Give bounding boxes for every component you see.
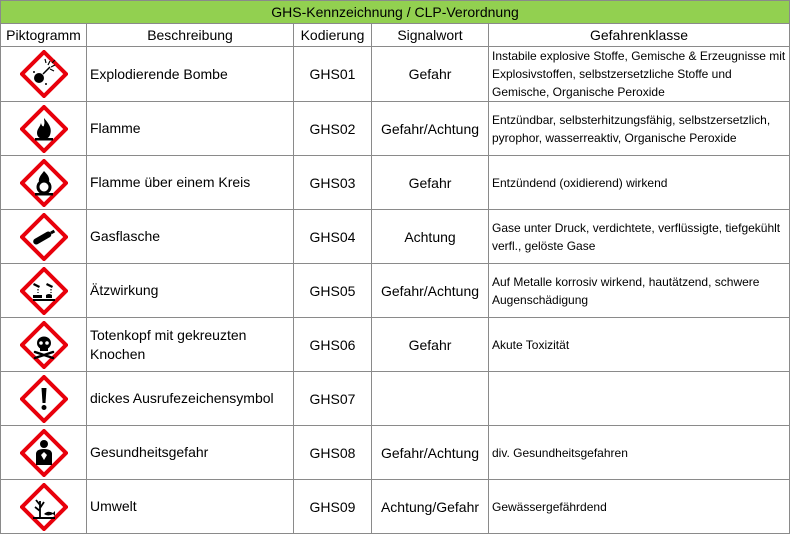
code-cell: GHS05: [294, 264, 372, 318]
signal-word-cell: Gefahr/Achtung: [372, 426, 489, 480]
signal-word-cell: [372, 372, 489, 426]
exclamation-mark-icon: [20, 375, 68, 423]
header-kodierung: Kodierung: [294, 24, 372, 47]
hazard-class-cell: div. Gesundheitsgefahren: [489, 426, 790, 480]
header-signalwort: Signalwort: [372, 24, 489, 47]
code-cell: GHS03: [294, 156, 372, 210]
table-row: [1, 318, 790, 372]
signal-word-cell: Achtung: [372, 210, 489, 264]
signal-word-cell: Gefahr/Achtung: [372, 102, 489, 156]
hazard-class-cell: Auf Metalle korrosiv wirkend, hautätzend, schwere Augenschädigung: [489, 264, 790, 318]
code-cell: GHS06: [294, 318, 372, 372]
header-beschreibung: Beschreibung: [87, 24, 294, 47]
description-cell: Flamme: [87, 102, 294, 156]
skull-crossbones-icon: [20, 321, 68, 369]
hazard-class-cell: Gase unter Druck, verdichtete, verflüssigte, tiefgekühlt verfl., gelöste Gase: [489, 210, 790, 264]
environment-icon: [20, 483, 68, 531]
pictogram-cell: [1, 426, 87, 480]
hazard-class-cell: Entzündend (oxidierend) wirkend: [489, 156, 790, 210]
pictogram-cell: [1, 156, 87, 210]
description-cell: Gasflasche: [87, 210, 294, 264]
pictogram-cell: [1, 102, 87, 156]
pictogram-cell: [1, 264, 87, 318]
description-cell: Gesundheitsgefahr: [87, 426, 294, 480]
header-piktogramm: Piktogramm: [1, 24, 87, 47]
pictogram-cell: [1, 318, 87, 372]
pictogram-cell: [1, 47, 87, 102]
hazard-class-cell: Akute Toxizität: [489, 318, 790, 372]
gas-cylinder-icon: [20, 213, 68, 261]
hazard-class-cell: Gewässergefährdend: [489, 480, 790, 534]
signal-word-cell: Gefahr: [372, 156, 489, 210]
hazard-class-cell: [489, 372, 790, 426]
flame-over-circle-icon: [20, 159, 68, 207]
code-cell: GHS09: [294, 480, 372, 534]
pictogram-cell: [1, 480, 87, 534]
exploding-bomb-icon: [20, 50, 68, 98]
pictogram-cell: [1, 372, 87, 426]
table-row: [1, 210, 790, 264]
table-title: GHS-Kennzeichnung / CLP-Verordnung: [1, 1, 790, 24]
description-cell: Explodierende Bombe: [87, 47, 294, 102]
code-cell: GHS01: [294, 47, 372, 102]
signal-word-cell: Achtung/Gefahr: [372, 480, 489, 534]
hazard-class-cell: Entzündbar, selbsterhitzungsfähig, selbstzersetzlich, pyrophor, wasserreaktiv, Organische Peroxide: [489, 102, 790, 156]
hazard-class-cell: Instabile explosive Stoffe, Gemische & Erzeugnisse mit Explosivstoffen, selbstzersetzliche Stoffe und Gemische, Organische Peroxide: [489, 47, 790, 102]
corrosion-icon: [20, 267, 68, 315]
header-gefahrenklasse: Gefahrenklasse: [489, 24, 790, 47]
table-row: [1, 426, 790, 480]
table-row: [1, 372, 790, 426]
health-hazard-icon: [20, 429, 68, 477]
signal-word-cell: Gefahr: [372, 47, 489, 102]
signal-word-cell: Gefahr/Achtung: [372, 264, 489, 318]
table-row: [1, 156, 790, 210]
table-row: [1, 480, 790, 534]
pictogram-cell: [1, 210, 87, 264]
code-cell: GHS04: [294, 210, 372, 264]
description-cell: dickes Ausrufezeichensymbol: [87, 372, 294, 426]
code-cell: GHS07: [294, 372, 372, 426]
description-cell: Umwelt: [87, 480, 294, 534]
description-cell: Ätzwirkung: [87, 264, 294, 318]
code-cell: GHS08: [294, 426, 372, 480]
description-cell: Flamme über einem Kreis: [87, 156, 294, 210]
table-row: [1, 264, 790, 318]
code-cell: GHS02: [294, 102, 372, 156]
signal-word-cell: Gefahr: [372, 318, 489, 372]
table-row: [1, 47, 790, 102]
table-row: [1, 102, 790, 156]
description-cell: Totenkopf mit gekreuzten Knochen: [87, 318, 294, 372]
flame-icon: [20, 105, 68, 153]
